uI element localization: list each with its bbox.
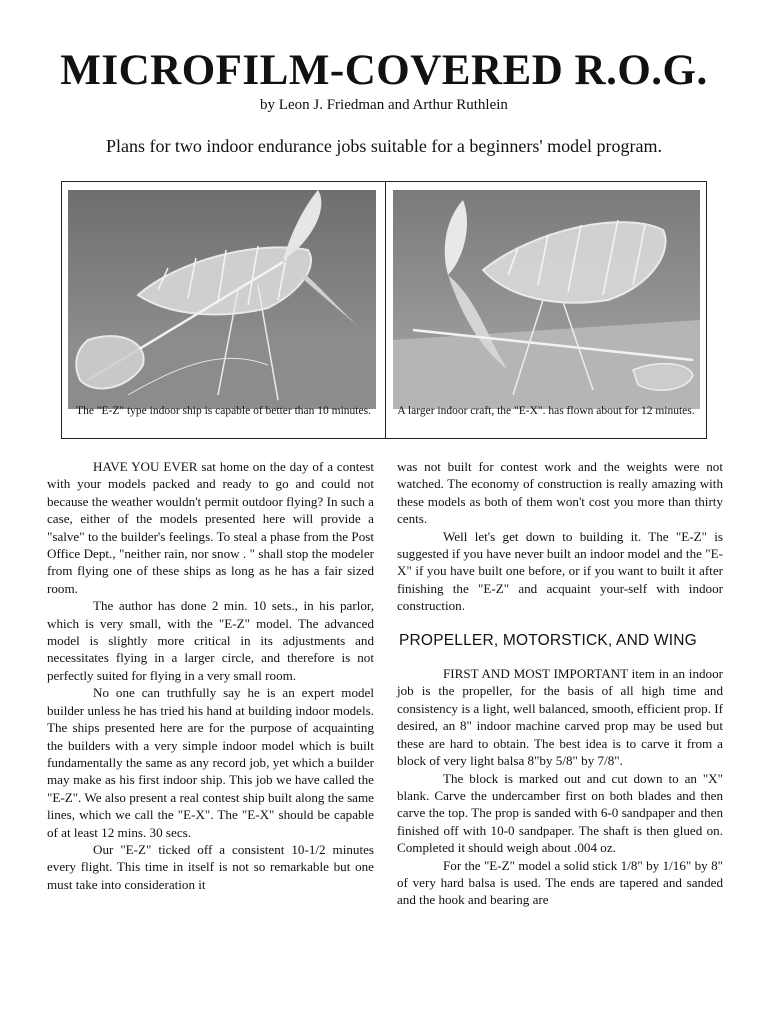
paragraph: Our "E-Z" ticked off a consistent 10-1/2 minutes every flight. This time in itself is not so remarkable but one must take into consideration it [47,841,374,892]
article-column-left [47,458,374,893]
photo-caption-ex: A larger indoor craft, the "E-X". has flown about for 12 minutes. [397,405,695,417]
photo-ez-model [68,190,376,409]
paragraph: was not built for contest work and the weights were not watched. The economy of construction is really amazing with these models as both of them won't cost you more than thirty cents. [397,459,723,527]
paragraph: For the "E-Z" model a solid stick 1/8" by 1/16" by 8" of very hard balsa is used. The ends are tapered and sanded and the hook and bearing are [397,857,723,908]
photo-cell-ez [62,182,386,438]
paragraph: The author has done 2 min. 10 sets., in his parlor, which is very small, with the "E-Z" model. The advanced model is slightly more critical in its adjustments and necessitates flying in a larger circle, and therefore is not perfectly suited for flying in a very small room. [47,598,374,683]
byline: by Leon J. Friedman and Arthur Ruthlein [260,97,508,113]
paragraph: Well let's get down to building it. The "E-Z" is suggested if you have never built an indoor model and the "E-X" if you have built one before, or if you want to built it after finishing the "E-Z" and acquaint your-self with indoor construction. [397,528,723,614]
paragraph: The block is marked out and cut down to an "X" blank. Carve the undercamber first on both blades and then carve the top. The prop is sanded with 6-0 sandpaper and then finished off with 10-0 sandpaper. The shaft is then glued on. Completed it should weigh about .004 oz. [397,770,723,856]
paragraph: FIRST AND MOST IMPORTANT item in an indoor job is the propeller, for the basis of all high time and consistency is a light, well balanced, smooth, efficient prop. If desired, an 8" indoor machine carved prop may be used but these are hard to obtain. The best idea is to carve it from a block of very light balsa 8"by 5/8" by 7/8". [397,666,723,769]
photo-cell-ex [386,182,706,438]
section-heading: PROPELLER, MOTORSTICK, AND WING [399,631,697,649]
article-column-right [397,458,723,909]
article-title: MICROFILM-COVERED R.O.G. [60,47,708,94]
photo-panel [61,181,707,439]
subtitle: Plans for two indoor endurance jobs suitable for a beginners' model program. [105,136,663,156]
ez-model-photo-illustration [68,190,376,409]
photo-caption-ez: The "E-Z" type indoor ship is capable of better than 10 minutes. [76,405,371,417]
ex-model-photo-illustration [393,190,700,409]
paragraph: HAVE YOU EVER sat home on the day of a contest with your models packed and ready to go and could not because the weather wouldn't permit outdoor flying? In such a case, either of the models presented here will provide a "salve" to the builder's feelings. To steal a phase from the Post Office Dept., "neither rain, nor snow . " shall stop the modeler from flying one of these ships as long as he has a fair sized room. [47,459,374,596]
paragraph: No one can truthfully say he is an expert model builder unless he has tried his hand at building indoor models. The ships presented here are for the purpose of acquainting the builders with a very simple indoor model which is built fundamentally the same as any record job, yet which a builder may make as his first indoor ship. This job we have called the "E-Z". We also present a real contest ship built along the same lines, which we call the "E-X". The "E-X" should be capable of at least 12 mins. 30 secs. [47,685,374,840]
photo-ex-model [393,190,700,409]
